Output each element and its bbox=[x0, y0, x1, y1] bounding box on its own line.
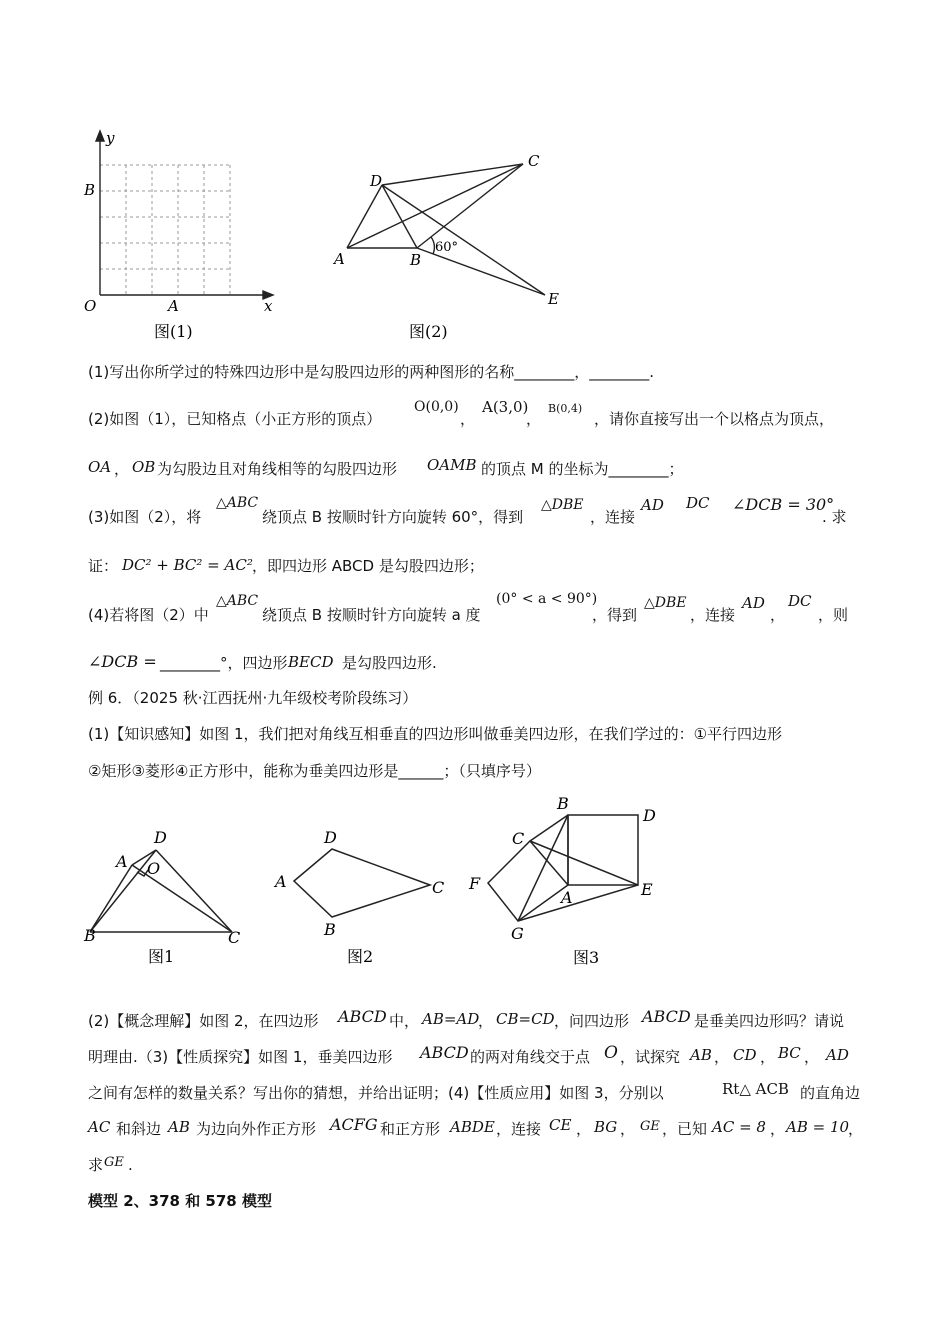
ex6-GE-2: GE bbox=[104, 1155, 124, 1170]
example-6-figure-1 bbox=[80, 825, 255, 970]
question-3-mid: 绕顶点 B 按顺时针方向旋转 60°，得到 bbox=[262, 508, 524, 526]
q3-AD: AD bbox=[641, 496, 664, 514]
fig1-label-y: y bbox=[106, 129, 115, 147]
fig1-label-B: B bbox=[84, 181, 96, 199]
ex6-p2-l2-start: 明理由.（3)【性质探究】如图 1，垂美四边形 bbox=[88, 1048, 393, 1066]
question-3-start: (3)如图（2），将 bbox=[88, 508, 202, 526]
ex6-fig3-G: G bbox=[511, 924, 524, 943]
ex6-p2-l3-end: 的直角边 bbox=[800, 1084, 861, 1102]
question-4-rotate: 绕顶点 B 按顺时针方向旋转 a 度 bbox=[262, 606, 481, 624]
ex6-comma-5: ， bbox=[576, 1120, 592, 1138]
ex6-fig3-E: E bbox=[641, 880, 653, 899]
ex6-fig2-A: A bbox=[275, 872, 287, 891]
ex6-comma-7: ， bbox=[770, 1120, 786, 1138]
q4-triangle-ABC: △ABC bbox=[216, 593, 259, 609]
grid-lines bbox=[100, 165, 230, 295]
q2-OA: OA bbox=[88, 458, 112, 476]
ex6-fig3-C: C bbox=[512, 829, 525, 848]
ex6-CD: CD bbox=[733, 1046, 757, 1064]
example-6-part1-line1: (1)【知识感知】如图 1，我们把对角线互相垂直的四边形叫做垂美四边形，在我们学过的：①平行四边形 bbox=[88, 725, 783, 743]
fig2-angle-label: 60° bbox=[435, 240, 459, 255]
example-6-figure-3 bbox=[465, 793, 665, 973]
q3-equation: DC² + BC² = AC² bbox=[122, 556, 253, 574]
q3-triangle-DBE: △DBE bbox=[541, 497, 584, 513]
fig2-label-B: B bbox=[410, 251, 422, 269]
ex6-rt-triangle: Rt△ ACB bbox=[722, 1080, 789, 1098]
q2-point-A: A(3,0) bbox=[482, 398, 529, 416]
q2-sep-3: ， bbox=[114, 460, 130, 478]
ex6-p2-l4-d: ，连接 bbox=[496, 1120, 542, 1138]
q2-point-O: O(0,0) bbox=[414, 399, 459, 415]
ex6-BG: BG bbox=[594, 1118, 618, 1136]
ex6-fig2-D: D bbox=[324, 828, 337, 847]
ex6-ABCD-1: ABCD bbox=[338, 1007, 387, 1026]
ex6-p2-l5-a: 求 bbox=[88, 1156, 104, 1174]
ex6-fig3-B: B bbox=[557, 794, 569, 813]
ex6-ac-eq-8: AC = 8 bbox=[712, 1118, 766, 1136]
ex6-comma-2: ， bbox=[714, 1048, 730, 1066]
q4-BECD: BECD bbox=[288, 653, 334, 671]
ex6-p2-l3: 之间有怎样的数量关系？写出你的猜想，并给出证明；(4)【性质应用】如图 3，分别以 bbox=[88, 1084, 664, 1102]
fig2-label-E: E bbox=[548, 290, 559, 308]
question-2-line2-end: 的顶点 M 的坐标为________； bbox=[481, 460, 684, 478]
question-3-connect: ，连接 bbox=[590, 508, 636, 526]
question-3-line2-start: 证： bbox=[88, 557, 119, 575]
axes bbox=[96, 131, 273, 299]
q4-sep: ， bbox=[770, 606, 786, 624]
ex6-GE-1: GE bbox=[640, 1119, 660, 1134]
question-2-line1-end: ，请你直接写出一个以格点为顶点， bbox=[594, 410, 835, 428]
ex6-fig3-D: D bbox=[643, 806, 656, 825]
ex6-CE: CE bbox=[549, 1116, 572, 1134]
ex6-comma-4: ， bbox=[804, 1048, 820, 1066]
fig1-label-O: O bbox=[84, 297, 97, 315]
fig2-label-A: A bbox=[334, 250, 345, 268]
ex6-fig2-caption: 图2 bbox=[347, 947, 374, 966]
ex6-ab-ad: AB=AD bbox=[422, 1010, 480, 1028]
ex6-p2-l1-in: 中， bbox=[389, 1012, 420, 1030]
ex6-p2-l1-end: 是垂美四边形吗？请说 bbox=[694, 1012, 845, 1030]
fig2-label-C: C bbox=[528, 152, 540, 170]
q3-angle-DCB: ∠DCB = 30° bbox=[732, 495, 835, 514]
fig2-label-D: D bbox=[370, 172, 383, 190]
question-4-get: ，得到 bbox=[592, 606, 638, 624]
ex6-ab-eq-10: AB = 10 bbox=[786, 1118, 850, 1136]
fig1-label-A: A bbox=[168, 297, 179, 315]
q2-OB: OB bbox=[132, 458, 156, 476]
ex6-fig2-B: B bbox=[324, 920, 336, 939]
ex6-p2-l4-b: 为边向外作正方形 bbox=[196, 1120, 317, 1138]
question-3-line2-end: ，即四边形 ABCD 是勾股四边形； bbox=[252, 557, 484, 575]
q2-OAMB: OAMB bbox=[427, 456, 477, 474]
figure-2-rotation bbox=[330, 140, 570, 350]
ex6-p2-l4-a: 和斜边 bbox=[116, 1120, 162, 1138]
ex6-p2-l5-b: . bbox=[128, 1156, 133, 1174]
ex6-fig1-B: B bbox=[84, 926, 96, 945]
example-6-part1-line2: ②矩形③菱形④正方形中，能称为垂美四边形是______；（只填序号） bbox=[88, 762, 541, 780]
q3-DC: DC bbox=[686, 494, 710, 512]
question-4-blank: ________°，四边形 bbox=[160, 654, 288, 672]
ex6-fig3-caption: 图3 bbox=[573, 948, 600, 967]
figure-1-grid bbox=[80, 125, 290, 345]
question-4-end: 是勾股四边形. bbox=[342, 654, 437, 672]
ex6-fig3-A: A bbox=[561, 888, 573, 907]
ex6-p2-l2-mid: 的两对角线交于点 bbox=[470, 1048, 591, 1066]
q4-angle-DCB: ∠DCB = bbox=[88, 652, 157, 671]
ex6-AD: AD bbox=[826, 1046, 849, 1064]
ex6-AC: AC bbox=[88, 1118, 111, 1136]
ex6-p2-l4-c: 和正方形 bbox=[380, 1120, 441, 1138]
ex6-fig1-C: C bbox=[228, 928, 241, 947]
model-2-heading: 模型 2、378 和 578 模型 bbox=[88, 1192, 272, 1210]
q3-triangle-ABC: △ABC bbox=[216, 495, 259, 511]
ex6-ABCD-2: ABCD bbox=[642, 1007, 691, 1026]
q4-range: (0° < a < 90°) bbox=[496, 591, 598, 607]
ex6-ABCD-3: ABCD bbox=[420, 1043, 469, 1062]
ex6-BC: BC bbox=[778, 1044, 801, 1062]
ex6-cb-cd: CB=CD bbox=[496, 1010, 555, 1028]
ex6-p2-l4-e: ，已知 bbox=[662, 1120, 708, 1138]
question-1: (1)写出你所学过的特殊四边形中是勾股四边形的两种图形的名称________，________. bbox=[88, 363, 655, 381]
fig1-label-x: x bbox=[264, 297, 273, 315]
ex6-p2-l2-explore: ，试探究 bbox=[620, 1048, 681, 1066]
ex6-comma-3: ， bbox=[760, 1048, 776, 1066]
question-4-then: ，则 bbox=[818, 606, 849, 624]
ex6-p2-l1-ask: ，问四边形 bbox=[554, 1012, 630, 1030]
q4-AD: AD bbox=[742, 594, 765, 612]
ex6-fig1-D: D bbox=[154, 828, 167, 847]
q2-point-B: B(0,4) bbox=[548, 402, 583, 415]
ex6-comma-8: ， bbox=[848, 1120, 864, 1138]
question-4-start: (4)若将图（2）中 bbox=[88, 606, 209, 624]
ex6-comma-6: ， bbox=[620, 1120, 636, 1138]
question-3-prove: . 求 bbox=[822, 508, 847, 526]
ex6-point-O: O bbox=[604, 1043, 618, 1063]
ex6-fig3-F: F bbox=[469, 874, 481, 893]
ex6-fig1-A: A bbox=[116, 852, 128, 871]
example-6-title: 例 6．（2025 秋·江西抚州·九年级校考阶段练习） bbox=[88, 689, 418, 707]
question-2-line1-start: (2)如图（1），已知格点（小正方形的顶点） bbox=[88, 410, 382, 428]
question-4-connect: ，连接 bbox=[690, 606, 736, 624]
ex6-AB-1: AB bbox=[690, 1046, 712, 1064]
ex6-ABDE: ABDE bbox=[450, 1118, 495, 1136]
ex6-fig1-O: O bbox=[147, 859, 161, 878]
q4-triangle-DBE: △DBE bbox=[644, 595, 687, 611]
question-2-line2: 为勾股边且对角线相等的勾股四边形 bbox=[157, 460, 398, 478]
q2-sep-1: ， bbox=[460, 410, 476, 428]
q4-DC: DC bbox=[788, 592, 812, 610]
ex6-fig1-caption: 图1 bbox=[148, 947, 175, 966]
q2-sep-2: ， bbox=[526, 410, 542, 428]
fig1-caption: 图(1) bbox=[154, 322, 193, 341]
ex6-AB-2: AB bbox=[168, 1118, 190, 1136]
ex6-fig2-C: C bbox=[432, 878, 445, 897]
ex6-p2-l1-start: (2)【概念理解】如图 2，在四边形 bbox=[88, 1012, 319, 1030]
ex6-ACFG: ACFG bbox=[330, 1115, 378, 1134]
example-6-figure-2 bbox=[270, 825, 455, 970]
ex6-comma-1: ， bbox=[478, 1012, 494, 1030]
fig2-caption: 图(2) bbox=[409, 322, 448, 341]
